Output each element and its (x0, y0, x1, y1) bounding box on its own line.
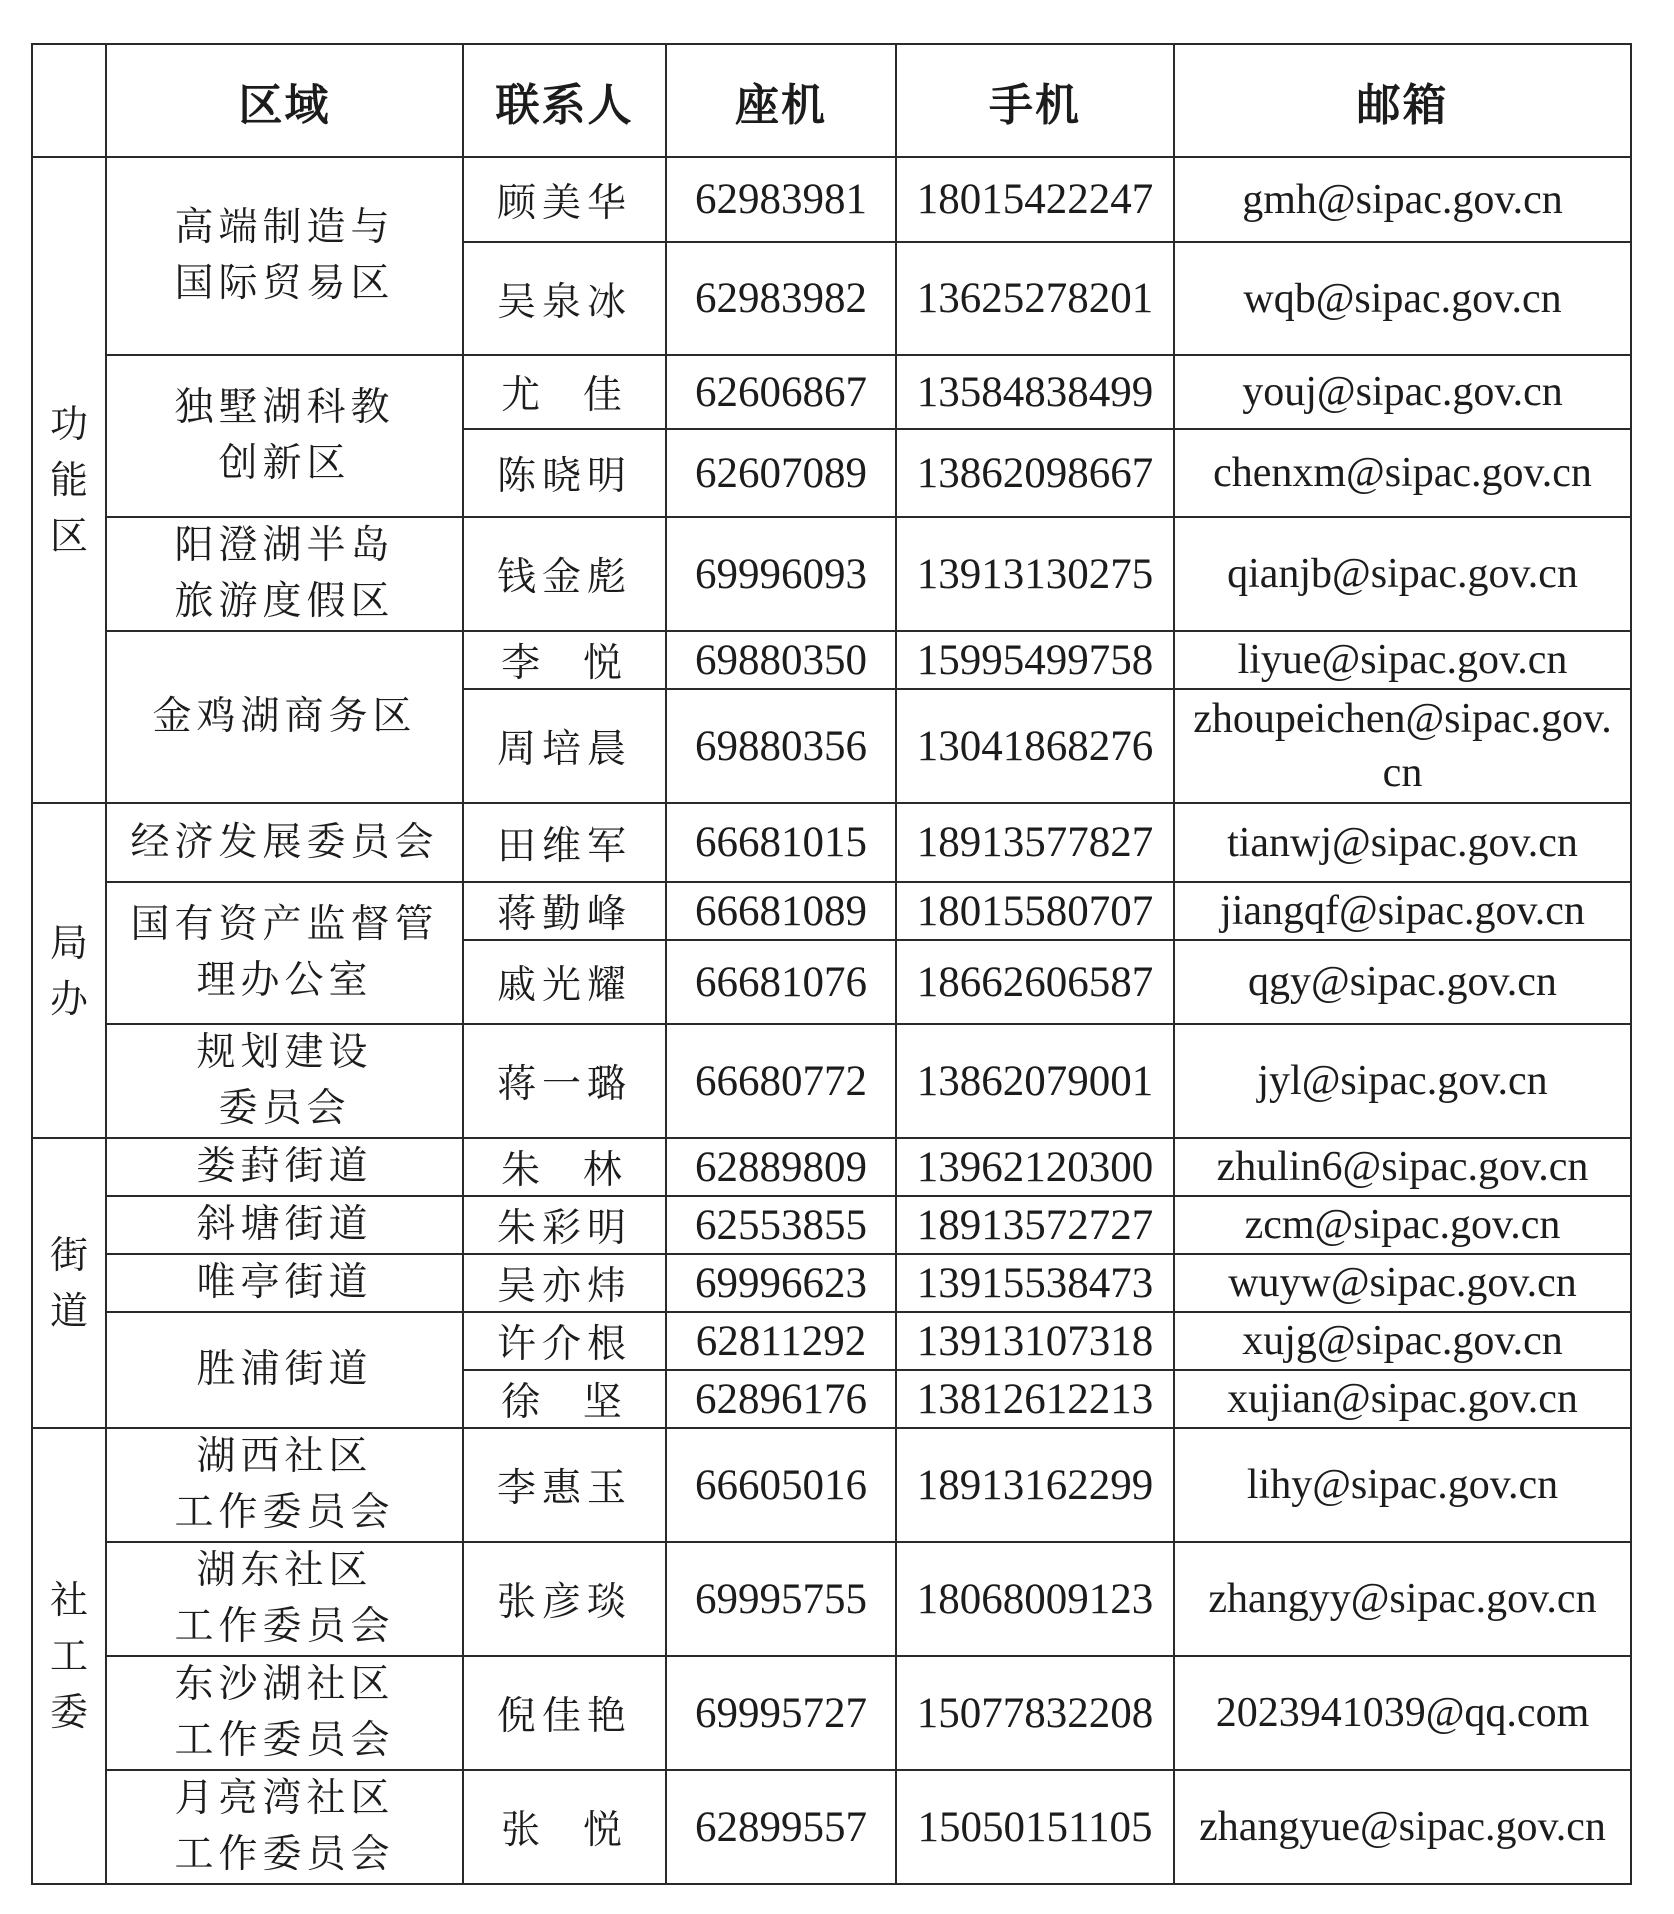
email-address-cell (1174, 803, 1631, 882)
mobile-number-cell (896, 940, 1174, 1024)
email-address: jiangqf@sipac.gov.cn (1220, 888, 1585, 934)
mobile-number-cell (896, 1770, 1174, 1884)
header-region: 区域 (106, 44, 463, 157)
mobile-number: 13862079001 (916, 1057, 1154, 1105)
landline-number-cell (666, 242, 896, 355)
landline-number-cell (666, 1196, 896, 1254)
mobile-number-cell (896, 882, 1174, 940)
email-address-cell (1174, 1024, 1631, 1138)
contact-name: 钱金彪 (496, 555, 632, 600)
mobile-number: 15995499758 (916, 636, 1154, 684)
region-name-cell (106, 355, 463, 517)
header-landline: 座机 (666, 44, 896, 157)
region-name-cell (106, 631, 463, 803)
contact-name-cell (463, 1370, 666, 1428)
region-name: 规划建设 委员会 (196, 1030, 373, 1131)
contact-name: 朱 林 (501, 1148, 628, 1193)
category-label-cell (32, 1428, 106, 1884)
landline-number: 62607089 (695, 449, 867, 497)
region-name-cell (106, 1254, 463, 1312)
email-address-cell (1174, 517, 1631, 631)
mobile-number: 13812612213 (916, 1375, 1154, 1423)
mobile-number-cell (896, 429, 1174, 517)
mobile-number-cell (896, 803, 1174, 882)
email-address-cell (1174, 1138, 1631, 1196)
table-row (32, 1312, 1631, 1370)
landline-number-cell (666, 1138, 896, 1196)
contact-name: 吴亦炜 (496, 1264, 632, 1309)
category-label-cell (32, 803, 106, 1138)
header-mobile: 手机 (896, 44, 1174, 157)
email-address-cell (1174, 1656, 1631, 1770)
region-name-cell (106, 1656, 463, 1770)
mobile-number: 18015422247 (916, 176, 1154, 223)
category-label: 社工委 (50, 1578, 89, 1734)
contact-name-cell (463, 1254, 666, 1312)
contact-name-cell (463, 1138, 666, 1196)
landline-number-cell (666, 1542, 896, 1656)
mobile-number-cell (896, 1024, 1174, 1138)
header-contact: 联系人 (463, 44, 666, 157)
category-label-cell (32, 1138, 106, 1428)
region-name: 阳澄湖半岛 旅游度假区 (174, 523, 395, 624)
table-row (32, 517, 1631, 631)
header-row (32, 44, 1631, 157)
landline-number: 62983982 (695, 275, 867, 322)
mobile-number: 15077832208 (916, 1689, 1154, 1737)
landline-number-cell (666, 157, 896, 242)
landline-number: 69995755 (695, 1575, 867, 1623)
header-blank-cell (32, 44, 106, 157)
email-address: liyue@sipac.gov.cn (1237, 637, 1568, 683)
region-name: 唯亭街道 (196, 1260, 373, 1305)
mobile-number: 13041868276 (916, 722, 1154, 770)
email-address-cell (1174, 242, 1631, 355)
email-address-cell (1174, 157, 1631, 242)
email-address-cell (1174, 631, 1631, 689)
mobile-number: 18015580707 (916, 887, 1154, 935)
table-row (32, 157, 1631, 242)
table-row (32, 1254, 1631, 1312)
contact-name: 田维军 (496, 823, 632, 869)
mobile-number: 18662606587 (916, 958, 1154, 1006)
email-address-cell (1174, 355, 1631, 429)
email-address: qianjb@sipac.gov.cn (1227, 551, 1578, 597)
category-label: 功能区 (50, 402, 89, 558)
email-address: gmh@sipac.gov.cn (1242, 176, 1563, 223)
contact-name-cell (463, 1770, 666, 1884)
email-address: 2023941039@qq.com (1215, 1690, 1590, 1736)
landline-number: 69880350 (695, 636, 867, 684)
mobile-number-cell (896, 1254, 1174, 1312)
category-label: 局办 (50, 920, 89, 1021)
region-name-cell (106, 1770, 463, 1884)
email-address: xujg@sipac.gov.cn (1242, 1318, 1563, 1364)
contact-name: 李惠玉 (496, 1466, 632, 1511)
mobile-number-cell (896, 1370, 1174, 1428)
landline-number: 62606867 (695, 368, 867, 416)
landline-number: 62811292 (695, 1317, 867, 1365)
mobile-number: 13625278201 (916, 275, 1154, 322)
landline-number: 69996093 (695, 550, 867, 598)
contact-name-cell (463, 242, 666, 355)
table-row (32, 1138, 1631, 1196)
mobile-number-cell (896, 1428, 1174, 1542)
email-address: jyl@sipac.gov.cn (1257, 1058, 1548, 1104)
landline-number-cell (666, 1370, 896, 1428)
mobile-number: 18913572727 (916, 1201, 1154, 1249)
contact-name: 顾美华 (496, 180, 632, 226)
mobile-number-cell (896, 355, 1174, 429)
contact-name-cell (463, 429, 666, 517)
email-address: xujian@sipac.gov.cn (1227, 1376, 1578, 1422)
mobile-number: 18913577827 (916, 819, 1154, 866)
email-address-cell (1174, 689, 1631, 803)
region-name: 湖西社区 工作委员会 (174, 1434, 395, 1535)
region-name-cell (106, 1024, 463, 1138)
contact-name: 蒋一璐 (496, 1062, 632, 1107)
mobile-number-cell (896, 242, 1174, 355)
contact-name: 吴泉冰 (496, 279, 632, 325)
landline-number-cell (666, 429, 896, 517)
table-row (32, 1656, 1631, 1770)
region-name: 经济发展委员会 (130, 819, 439, 865)
table-row (32, 1770, 1631, 1884)
mobile-number: 13962120300 (916, 1143, 1154, 1191)
contact-name: 尤 佳 (501, 373, 628, 418)
email-address-cell (1174, 940, 1631, 1024)
category-label: 街道 (50, 1233, 89, 1333)
contact-name-cell (463, 1196, 666, 1254)
mobile-number-cell (896, 157, 1174, 242)
contact-name-cell (463, 517, 666, 631)
mobile-number-cell (896, 1138, 1174, 1196)
region-name-cell (106, 157, 463, 355)
contact-name: 陈晓明 (496, 454, 632, 499)
mobile-number-cell (896, 1196, 1174, 1254)
email-address-cell (1174, 882, 1631, 940)
contact-name-cell (463, 355, 666, 429)
landline-number: 62899557 (695, 1803, 867, 1851)
table-row (32, 355, 1631, 429)
email-address-cell (1174, 1370, 1631, 1428)
region-name: 月亮湾社区 工作委员会 (174, 1776, 395, 1877)
contact-name: 徐 坚 (501, 1380, 628, 1425)
landline-number: 66681076 (695, 958, 867, 1006)
contact-name-cell (463, 940, 666, 1024)
mobile-number: 13584838499 (916, 368, 1154, 416)
region-name-cell (106, 1312, 463, 1428)
landline-number: 62896176 (695, 1375, 867, 1423)
landline-number-cell (666, 1428, 896, 1542)
landline-number-cell (666, 940, 896, 1024)
table-row (32, 631, 1631, 689)
landline-number: 66680772 (695, 1057, 867, 1105)
region-name-cell (106, 803, 463, 882)
contact-name: 张 悦 (501, 1808, 628, 1853)
landline-number-cell (666, 1312, 896, 1370)
email-address: youj@sipac.gov.cn (1242, 369, 1563, 415)
region-name-cell (106, 882, 463, 1024)
mobile-number-cell (896, 1656, 1174, 1770)
contact-name: 周培晨 (496, 727, 632, 772)
email-address: zhangyy@sipac.gov.cn (1208, 1576, 1597, 1622)
landline-number: 66681015 (695, 819, 867, 866)
contact-name-cell (463, 689, 666, 803)
landline-number: 66681089 (695, 887, 867, 935)
region-name-cell (106, 1138, 463, 1196)
landline-number-cell (666, 631, 896, 689)
contact-name-cell (463, 803, 666, 882)
email-address-cell (1174, 1254, 1631, 1312)
mobile-number-cell (896, 1312, 1174, 1370)
email-address-cell (1174, 429, 1631, 517)
contact-name: 许介根 (496, 1322, 632, 1367)
contact-name-cell (463, 1542, 666, 1656)
region-name: 金鸡湖商务区 (152, 694, 417, 739)
mobile-number-cell (896, 689, 1174, 803)
landline-number-cell (666, 1024, 896, 1138)
landline-number: 69880356 (695, 722, 867, 770)
landline-number-cell (666, 1254, 896, 1312)
contact-name-cell (463, 1024, 666, 1138)
table-row (32, 803, 1631, 882)
table-row (32, 1428, 1631, 1542)
email-address: zhangyue@sipac.gov.cn (1199, 1804, 1606, 1850)
email-address: tianwj@sipac.gov.cn (1227, 819, 1578, 866)
header-email: 邮箱 (1174, 44, 1631, 157)
region-name-cell (106, 1542, 463, 1656)
table-row (32, 882, 1631, 940)
email-address: chenxm@sipac.gov.cn (1213, 450, 1592, 496)
region-name: 娄葑街道 (196, 1144, 373, 1189)
region-name: 独墅湖科教 创新区 (174, 385, 395, 486)
landline-number-cell (666, 355, 896, 429)
region-name-cell (106, 1428, 463, 1542)
contact-name: 张彦琰 (496, 1580, 632, 1625)
landline-number: 69995727 (695, 1689, 867, 1737)
email-address-cell (1174, 1770, 1631, 1884)
email-address: wuyw@sipac.gov.cn (1228, 1260, 1577, 1306)
table-row (32, 1542, 1631, 1656)
contact-name-cell (463, 157, 666, 242)
mobile-number: 13913107318 (916, 1317, 1154, 1365)
mobile-number-cell (896, 1542, 1174, 1656)
contact-name: 朱彩明 (496, 1206, 632, 1251)
mobile-number: 18068009123 (916, 1575, 1154, 1623)
email-address: zhulin6@sipac.gov.cn (1216, 1144, 1589, 1190)
region-name: 湖东社区 工作委员会 (174, 1548, 395, 1649)
contact-name: 倪佳艳 (496, 1694, 632, 1739)
contact-name-cell (463, 1656, 666, 1770)
mobile-number-cell (896, 517, 1174, 631)
landline-number-cell (666, 1770, 896, 1884)
mobile-number: 13913130275 (916, 550, 1154, 598)
mobile-number: 13862098667 (916, 449, 1154, 497)
table-row (32, 1196, 1631, 1254)
contact-name: 蒋勤峰 (496, 892, 632, 937)
landline-number: 66605016 (695, 1461, 867, 1509)
email-address: zhoupeichen@sipac.gov.cn (1193, 696, 1612, 796)
contact-name-cell (463, 1428, 666, 1542)
region-name: 斜塘街道 (196, 1202, 373, 1247)
landline-number-cell (666, 1656, 896, 1770)
region-name: 东沙湖社区 工作委员会 (174, 1662, 395, 1763)
landline-number-cell (666, 517, 896, 631)
contact-name-cell (463, 1312, 666, 1370)
email-address-cell (1174, 1542, 1631, 1656)
landline-number: 62553855 (695, 1201, 867, 1249)
contact-name: 戚光耀 (496, 963, 632, 1008)
email-address-cell (1174, 1312, 1631, 1370)
table-body (32, 157, 1631, 1884)
mobile-number: 15050151105 (917, 1803, 1153, 1851)
landline-number: 69996623 (695, 1259, 867, 1307)
landline-number: 62983981 (695, 176, 867, 223)
contact-name-cell (463, 631, 666, 689)
category-label-cell (32, 157, 106, 803)
email-address: wqb@sipac.gov.cn (1243, 275, 1562, 322)
region-name-cell (106, 517, 463, 631)
email-address: qgy@sipac.gov.cn (1248, 959, 1557, 1005)
landline-number: 62889809 (695, 1143, 867, 1191)
mobile-number: 13915538473 (916, 1259, 1154, 1307)
region-name: 胜浦街道 (196, 1347, 373, 1392)
contact-table (31, 43, 1632, 1885)
table-row (32, 1024, 1631, 1138)
region-name: 国有资产监督管 理办公室 (130, 902, 439, 1003)
region-name: 高端制造与 国际贸易区 (174, 205, 395, 306)
region-name-cell (106, 1196, 463, 1254)
contact-name: 李 悦 (501, 641, 628, 686)
email-address: zcm@sipac.gov.cn (1244, 1202, 1561, 1248)
landline-number-cell (666, 882, 896, 940)
email-address: lihy@sipac.gov.cn (1246, 1462, 1559, 1508)
email-address-cell (1174, 1196, 1631, 1254)
mobile-number-cell (896, 631, 1174, 689)
contact-name-cell (463, 882, 666, 940)
email-address-cell (1174, 1428, 1631, 1542)
landline-number-cell (666, 803, 896, 882)
mobile-number: 18913162299 (916, 1461, 1154, 1509)
landline-number-cell (666, 689, 896, 803)
